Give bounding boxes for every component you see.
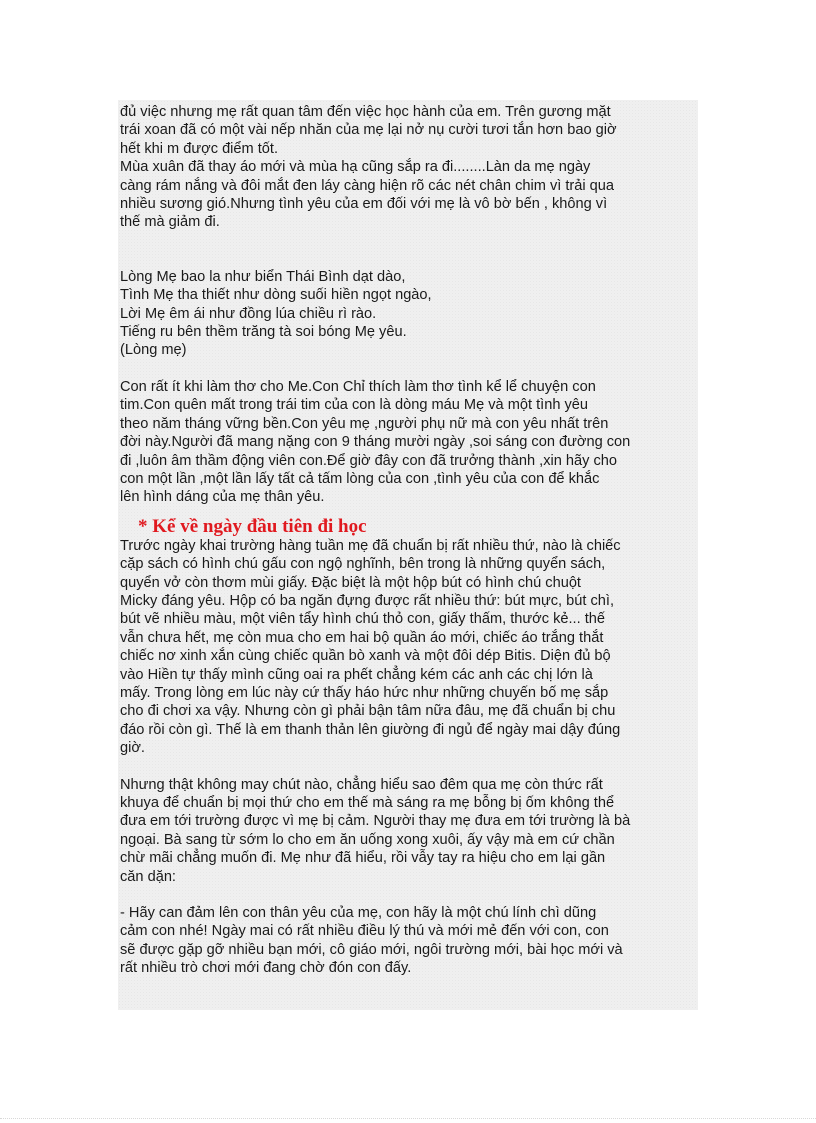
poem-line-2: Tình Mẹ tha thiết như dòng suối hiền ngọt ngào,: [120, 287, 432, 304]
para2-line-2: càng rám nắng và đôi mắt đen láy càng hiện rõ các nét chân chim vì trải qua: [120, 177, 615, 194]
page-bottom-divider: [0, 1118, 816, 1120]
para4-line-12: giờ.: [120, 740, 145, 757]
para5-line-2: khuya để chuẩn bị mọi thứ cho em thế mà sáng ra mẹ bỗng bị ốm không thể: [120, 795, 615, 811]
para5-line-6: căn dặn:: [120, 868, 176, 885]
para2-line-3: nhiều sương gió.Nhưng tình yêu của em đối với mẹ là vô bờ bến , không vì: [120, 196, 608, 213]
para4-line-1: Trước ngày khai trường hàng tuần mẹ đã chuẩn bị rất nhiều thứ, nào là chiếc: [120, 537, 621, 554]
para6-line-2: cảm con nhé! Ngày mai có rất nhiều điều lý thú và mới mẻ đến với con, con: [120, 923, 609, 940]
para3-line-5: đi ,luôn âm thầm động viên con.Để giờ đây con đã trưởng thành ,xin hãy cho: [120, 452, 618, 469]
para3-line-3: theo năm tháng vững bền.Con yêu mẹ ,người phụ nữ mà con yêu nhất trên: [120, 415, 609, 432]
spacer: [120, 232, 698, 268]
para5-line-5: chừ mãi chẳng muốn đi. Mẹ như đã hiểu, rồi vẫy tay ra hiệu cho em lại gần: [120, 850, 606, 867]
document-body: [120, 103, 698, 978]
para4-line-6: vẫn chưa hết, mẹ còn mua cho em hai bộ quần áo mới, chiếc áo trắng thắt: [120, 629, 604, 646]
para5-line-4: ngoại. Bà sang từ sớm lo cho em ăn uống xong xuôi, ấy vậy mà em cứ chần: [120, 831, 615, 848]
para3-line-7: lên hình dáng của mẹ thân yêu.: [120, 489, 325, 506]
para4-line-8: vào Hiền tự thấy mình cũng oai ra phết chẳng kém các anh các chị lớn là: [120, 666, 593, 683]
para1-line-2: trái xoan đã có một vài nếp nhăn của mẹ lại nở nụ cười tươi tắn hơn bao giờ: [120, 122, 617, 139]
para5-line-3: đưa em tới trường được vì mẹ bị cảm. Người thay mẹ đưa em tới trường là bà: [120, 813, 631, 830]
spacer: [120, 886, 698, 904]
spacer: [120, 758, 698, 776]
para4-line-11: đáo rồi còn gì. Thế là em thanh thản lên giường đi ngủ để ngày mai dậy đúng: [120, 721, 621, 738]
poem-line-1: Lòng Mẹ bao la như biển Thái Bình dạt dào,: [120, 268, 406, 285]
para4-line-10: cho đi chơi xa vậy. Nhưng còn gì phải bận tâm nữa đâu, mẹ đã chuẩn bị chu: [120, 703, 616, 720]
para3-line-4: đời này.Người đã mang nặng con 9 tháng mười ngày ,soi sáng con đường con: [120, 434, 631, 451]
para4-line-9: mấy. Trong lòng em lúc này cứ thấy háo hức như những chuyến bố mẹ sắp: [120, 684, 609, 701]
poem-source: (Lòng mẹ): [120, 342, 187, 359]
para4-line-3: quyển vở còn thơm mùi giấy. Đặc biệt là một hộp bút có hình chú chuột: [120, 574, 581, 591]
para2-line-1: Mùa xuân đã thay áo mới và mùa hạ cũng sắp ra đi........Làn da mẹ ngày: [120, 159, 591, 176]
poem-line-4: Tiếng ru bên thềm trăng tà soi bóng Mẹ yêu.: [120, 324, 407, 341]
para1-line-1: đủ việc nhưng mẹ rất quan tâm đến việc học hành của em. Trên gương mặt: [120, 104, 611, 120]
para3-line-6: con một lần ,một lần lấy tất cả tấm lòng của con ,tình yêu của con để khắc: [120, 470, 600, 487]
spacer: [120, 360, 698, 378]
para4-line-4: Micky đáng yêu. Hộp có ba ngăn đựng được rất nhiều thứ: bút mực, bút chì,: [120, 592, 615, 609]
para6-line-4: rất nhiều trò chơi mới đang chờ đón con đấy.: [120, 960, 412, 977]
para3-line-1: Con rất ít khi làm thơ cho Me.Con Chỉ thích làm thơ tình kể lể chuyện con: [120, 378, 596, 395]
section-heading: * Kể về ngày đầu tiên đi học: [138, 515, 367, 537]
para4-line-7: chiếc nơ xinh xắn cùng chiếc quần bò xanh và một đôi dép Bitis. Diện đủ bộ: [120, 648, 611, 665]
para1-line-3: hết khi m được điểm tốt.: [120, 140, 279, 157]
para4-line-5: bút vẽ nhiều màu, một viên tẩy hình chú thỏ con, giấy thấm, thước kẻ... thế: [120, 611, 605, 628]
para5-line-1: Nhưng thật không may chút nào, chẳng hiểu sao đêm qua mẹ còn thức rất: [120, 776, 603, 793]
para3-line-2: tim.Con quên mất trong trái tim của con là dòng máu Mẹ và một tình yêu: [120, 397, 589, 414]
poem-line-3: Lời Mẹ êm ái như đồng lúa chiều rì rào.: [120, 305, 377, 322]
para4-line-2: cặp sách có hình chú gấu con ngộ nghĩnh, bên trong là những quyển sách,: [120, 556, 606, 573]
para6-line-1: - Hãy can đảm lên con thân yêu của mẹ, con hãy là một chú lính chì dũng: [120, 905, 597, 922]
para6-line-3: sẽ được gặp gỡ nhiều bạn mới, cô giáo mới, ngôi trường mới, bài học mới và: [120, 941, 623, 958]
para2-line-4: thế mà giảm đi.: [120, 214, 220, 231]
